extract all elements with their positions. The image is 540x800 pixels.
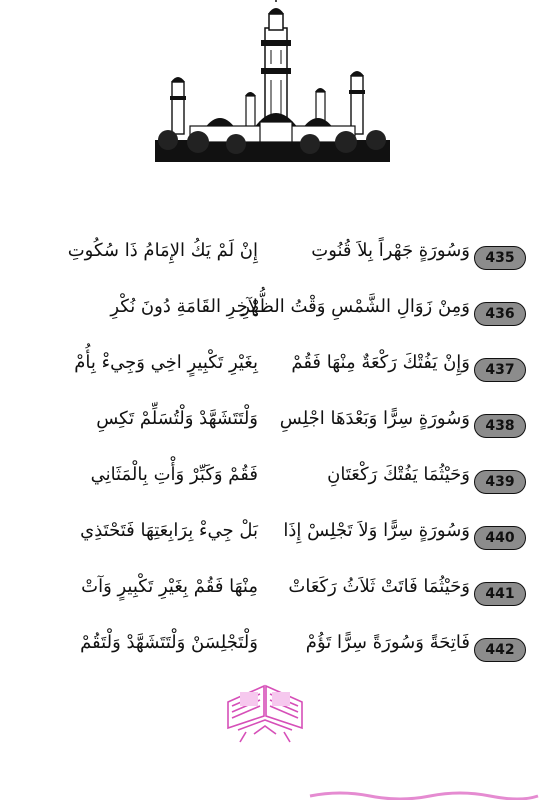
verse-first-hemistich: وَحَيْثُمَا يَفُتْكَ رَكْعَتَانِ <box>327 464 470 485</box>
mosque-illustration <box>150 0 395 170</box>
verse-first-hemistich: وَإِنْ يَفُتْكَ رَكْعَةٌ مِنْهَا فَقُمْ <box>291 352 470 373</box>
verse-second-hemistich: مِنْهَا فَقُمْ بِغَيْرِ تَكْبِيرٍ وَآتْ <box>81 576 258 597</box>
verse-number-badge: 438 <box>474 414 526 438</box>
quran-stand-icon <box>220 672 310 744</box>
verse-first-hemistich: وَحَيْثُمَا فَاتَتْ ثَلاَثُ رَكَعَاتْ <box>288 576 470 597</box>
verse-second-hemistich: وَلْتَجْلِسَنْ وَلْتَتَشَهَّدْ وَلْتَقُمْ <box>80 632 258 653</box>
verse-number-badge: 439 <box>474 470 526 494</box>
verse-row <box>0 512 540 568</box>
verse-number-badge: 436 <box>474 302 526 326</box>
verse-first-hemistich: فَاتِحَةً وَسُورَةً سِرًّا تَؤُمْ <box>305 632 470 653</box>
verse-second-hemistich: وَلْتَتَشَهَّدْ وَلْتُسَلِّمْ تَكِسِ <box>96 408 258 429</box>
verse-row <box>0 232 540 288</box>
verse-row <box>0 400 540 456</box>
verse-number-badge: 435 <box>474 246 526 270</box>
verse-row <box>0 456 540 512</box>
verse-first-hemistich: وَمِنْ زَوَالِ الشَّمْسِ وَقْتُ الظُّهْرِ <box>241 296 470 317</box>
verse-second-hemistich: بَلْ جِيءْ بِرَابِعَتِهَا فَتَحْتَذِي <box>80 520 258 541</box>
verse-row <box>0 288 540 344</box>
verse-number-badge: 442 <box>474 638 526 662</box>
verse-first-hemistich: وَسُورَةٍ جَهْراً بِلاَ قُنُوتِ <box>311 240 470 261</box>
verse-second-hemistich: بِغَيْرِ تَكْبِيرٍ اخِي وَجِيءْ بِأُمْ <box>74 352 258 373</box>
verse-number-badge: 437 <box>474 358 526 382</box>
verse-first-hemistich: وَسُورَةٍ سِرًّا وَبَعْدَهَا اجْلِسِ <box>279 408 470 429</box>
decorative-border <box>300 788 540 800</box>
verse-row <box>0 568 540 624</box>
verse-second-hemistich: إِنْ لَمْ يَكُ الإِمَامُ ذَا سُكُوتِ <box>67 240 258 261</box>
verse-first-hemistich: وَسُورَةٍ سِرًّا وَلاَ تَجْلِسْ إِذَا <box>283 520 470 541</box>
verse-second-hemistich: فَقُمْ وَكَبِّرْ وَأْتِ بِالْمَثَانِي <box>90 464 258 485</box>
verse-number-badge: 440 <box>474 526 526 550</box>
verse-second-hemistich: لِآخِرِ القَامَةِ دُونَ نُكْرِ <box>110 296 258 317</box>
verse-number-badge: 441 <box>474 582 526 606</box>
verse-list <box>0 232 540 680</box>
verse-row <box>0 344 540 400</box>
